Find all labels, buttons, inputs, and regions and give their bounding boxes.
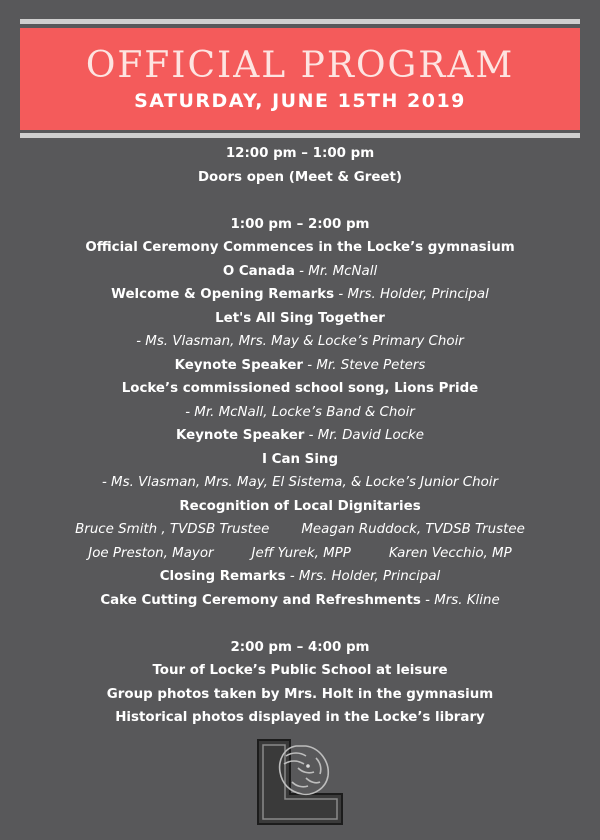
time-slot-3: 2:00 pm – 4:00 pm xyxy=(230,639,370,655)
school-song-item: Locke’s commissioned school song, Lions Pride xyxy=(121,381,479,396)
ceremony-item: Official Ceremony Commences in the Locke’s gymnasium xyxy=(85,240,515,255)
header-banner xyxy=(20,28,580,130)
program-schedule xyxy=(0,142,600,730)
event-date: SATURDAY, JUNE 15TH 2019 xyxy=(134,90,466,112)
time-slot-1: 12:00 pm – 1:00 pm xyxy=(225,146,375,161)
locke-lion-l-logo-icon xyxy=(256,738,344,826)
doors-open-item: Doors open (Meet & Greet) xyxy=(197,169,403,185)
dignitaries-item: Recognition of Local Dignitaries xyxy=(179,498,421,514)
welcome-item: Welcome & Opening Remarks - Mrs. Holder, Principal xyxy=(111,287,489,302)
keynote-1-item: Keynote Speaker - Mr. Steve Peters xyxy=(174,357,426,373)
top-divider xyxy=(20,19,580,24)
keynote-2-item: Keynote Speaker - Mr. David Locke xyxy=(175,428,425,443)
cake-cutting-item: Cake Cutting Ceremony and Refreshments - Mrs. Kline xyxy=(100,592,500,608)
bottom-divider xyxy=(20,133,580,138)
dignitaries-row-2 xyxy=(0,542,600,566)
historical-photos-item: Historical photos displayed in the Locke’s library xyxy=(115,710,485,725)
page-title: OFFICIAL PROGRAM xyxy=(85,45,515,86)
group-photos-item: Group photos taken by Mrs. Holt in the gymnasium xyxy=(106,686,494,702)
tour-item: Tour of Locke’s Public School at leisure xyxy=(152,663,448,678)
i-can-sing-performers: - Ms. Vlasman, Mrs. May, El Sistema, & Locke’s Junior Choir xyxy=(101,475,499,490)
dignitary-name: Jeff Yurek, MPP xyxy=(251,545,351,561)
school-song-performers: - Mr. McNall, Locke’s Band & Choir xyxy=(185,404,415,420)
sing-together-performers: - Ms. Vlasman, Mrs. May & Locke’s Primary Choir xyxy=(136,334,464,349)
sing-together-item: Let's All Sing Together xyxy=(215,310,385,326)
closing-remarks-item: Closing Remarks - Mrs. Holder, Principal xyxy=(159,569,441,584)
dignitary-name: Bruce Smith , TVDSB Trustee xyxy=(75,522,270,537)
dignitaries-row-1 xyxy=(0,518,600,542)
dignitary-name: Joe Preston, Mayor xyxy=(88,545,214,561)
dignitary-name: Meagan Ruddock, TVDSB Trustee xyxy=(301,522,525,537)
time-slot-2: 1:00 pm – 2:00 pm xyxy=(230,216,370,232)
o-canada-item: O Canada - Mr. McNall xyxy=(222,263,378,279)
i-can-sing-item: I Can Sing xyxy=(261,451,339,467)
dignitary-name: Karen Vecchio, MP xyxy=(388,545,512,561)
